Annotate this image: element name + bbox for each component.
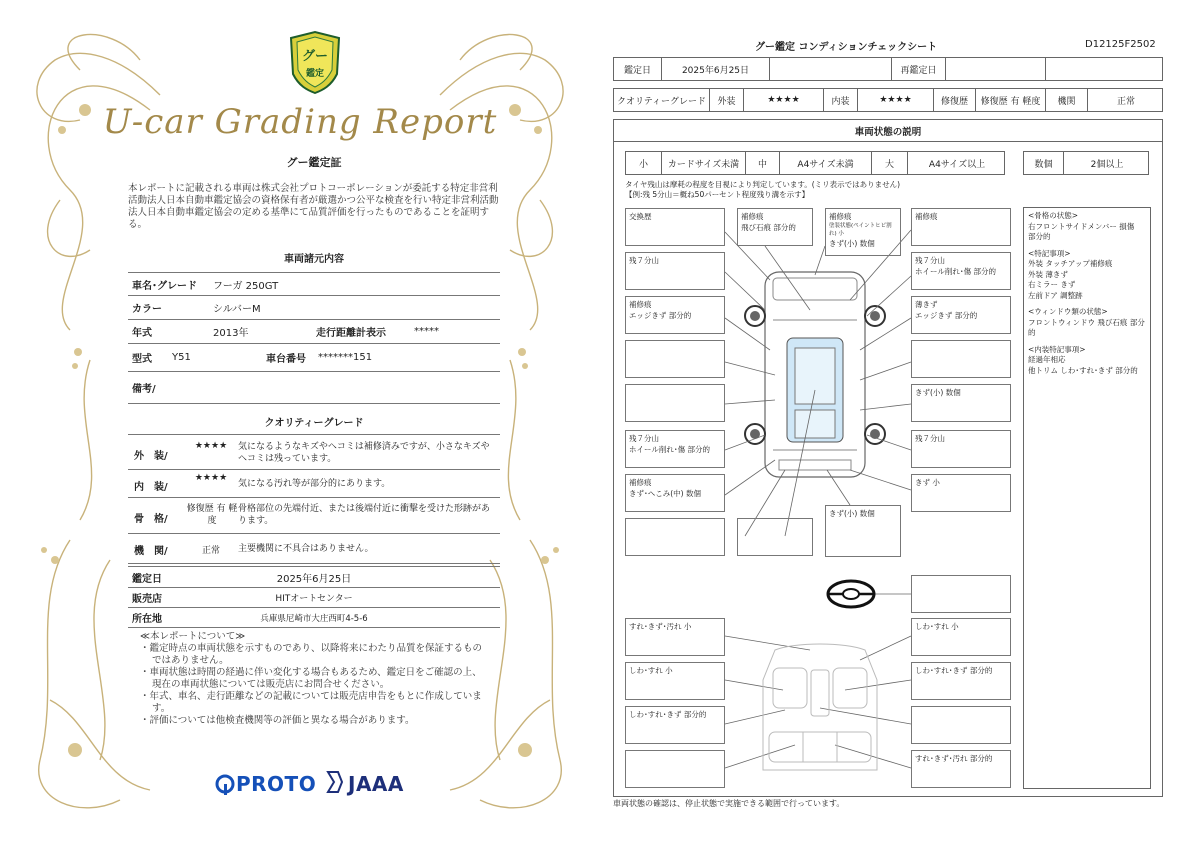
damage-box: 残７分山 ホイール削れ･傷 部分的 <box>911 252 1011 290</box>
side-notes-box <box>1023 207 1151 789</box>
exterior-label: 外 装/ <box>134 451 168 462</box>
engine-label: 機関 <box>1046 89 1088 111</box>
size-large-desc: A4サイズ以上 <box>928 159 986 170</box>
date-value: 2025年6月25日 <box>662 58 770 80</box>
interior-box: しわ･すれ 小 <box>625 662 725 700</box>
count-label: 数個 <box>1024 152 1064 174</box>
year-label: 年式 <box>132 328 152 339</box>
exterior-value: ★★★★ <box>744 89 824 111</box>
count-desc: 2個以上 <box>1090 159 1124 170</box>
interior-box: しわ･すれ･きず 部分的 <box>625 706 725 744</box>
spec-row-color <box>128 296 500 320</box>
svg-text:グー: グー <box>301 49 329 64</box>
note-item: ・鑑定時点の車両状態を示すものであり、以降将来にわたり品質を保証するものではありません。 <box>140 643 483 666</box>
address-label: 所在地 <box>132 614 162 625</box>
chassis-label: 車台番号 <box>266 354 306 365</box>
certificate-statement: 本レポートに記載される車両は株式会社プロトコーポレーションが委託する特定非営利活動法人日本自動車鑑定協会の資格保有者が厳選かつ公平な検査を行い特定非営利活動法人日本自動車鑑定協会の定める基準にて品質評価を行ったものであることを証明する。 <box>128 183 499 230</box>
date-row <box>613 57 1163 81</box>
date-empty <box>770 58 892 80</box>
dealer-label: 販売店 <box>132 594 162 605</box>
model-label: 型式 <box>132 354 152 365</box>
damage-box: きず(小) 数個 <box>911 384 1011 422</box>
box-paint-note: 塗装状態(ペイントヒビ割れ) 小 <box>829 223 892 237</box>
interior-box: すれ･きず･汚れ 小 <box>625 618 725 656</box>
engine-desc: 主要機関に不具合はありません。 <box>238 544 374 554</box>
spec-row-model <box>128 344 500 372</box>
exterior-label: 外装 <box>710 89 744 111</box>
damage-box: 残７分山 ホイール削れ･傷 部分的 <box>625 430 725 468</box>
interior-box: しわ･すれ 小 <box>911 618 1011 656</box>
spec-row-name <box>128 272 500 296</box>
note-item: ・年式、車名、走行距離などの記載については販売店申告をもとに作成しています。 <box>140 691 482 714</box>
redate-value <box>946 58 1046 80</box>
damage-box: 交換歴 <box>625 208 725 246</box>
damage-box: 補修痕 <box>911 208 1011 246</box>
side-note: 右フロントサイドメンバー 損傷 <box>1028 221 1135 231</box>
repair-label: 修復歴 <box>934 89 976 111</box>
mileage-value: ***** <box>414 326 439 337</box>
proto-logo-icon <box>215 774 235 796</box>
quality-row-interior <box>128 470 500 498</box>
damage-box <box>825 208 901 256</box>
damage-box: 補修痕 飛び石痕 部分的 <box>737 208 813 246</box>
mileage-label: 走行距離計表示 <box>316 328 386 339</box>
damage-box: きず 小 <box>911 474 1011 512</box>
name-label: 車名･グレード <box>132 280 197 292</box>
report-notes <box>140 631 490 727</box>
damage-box: 補修痕 エッジきず 部分的 <box>625 296 725 334</box>
size-legend <box>625 151 1005 175</box>
sheet-title: グー鑑定 コンディションチェックシート <box>755 42 938 53</box>
document-id: D12125F2502 <box>1085 39 1156 50</box>
side-note: 他トリム しわ･すれ･きず 部分的 <box>1028 365 1138 375</box>
side-note: <ウィンドウ類の状態> <box>1028 307 1108 316</box>
engine-grade: 正常 <box>201 546 220 556</box>
interior-box: すれ･きず･汚れ 部分的 <box>911 750 1011 788</box>
notes-heading: ≪本レポートについて≫ <box>140 631 246 642</box>
side-note: 左前ドア 調整跡 <box>1028 290 1083 300</box>
interior-box <box>911 706 1011 744</box>
box-scratch-note: きず(小) 数個 <box>829 239 875 248</box>
condition-check-sheet <box>605 0 1200 848</box>
size-large: 大 <box>872 152 908 174</box>
chassis-value: *******151 <box>318 352 373 363</box>
size-small-desc: カードサイズ未満 <box>662 152 746 174</box>
side-note: 部分的 <box>1028 232 1051 241</box>
side-note: <内装特記事項> <box>1028 344 1086 354</box>
date-label: 鑑定日 <box>614 58 662 80</box>
jaaa-logo: JAAA <box>348 772 404 796</box>
spec-row-remarks <box>128 372 500 404</box>
svg-text:鑑定: 鑑定 <box>305 69 325 79</box>
spec-row-year <box>128 320 500 344</box>
interior-value: ★★★★ <box>858 89 934 111</box>
damage-box <box>911 340 1011 378</box>
count-legend <box>1023 151 1149 175</box>
address-value: 兵庫県尼崎市大庄西町4-5-6 <box>260 613 368 624</box>
side-note: <骨格の状態> <box>1028 211 1079 220</box>
note-item: ・車両状態は時間の経過に伴い変化する場合もあるため、鑑定日をご確認の上、現在の車両状態については販売店にお問合せください。 <box>140 667 482 690</box>
year-value: 2013年 <box>213 328 249 339</box>
color-value: シルバーM <box>213 304 261 315</box>
quality-row-frame <box>128 498 500 534</box>
exterior-desc: 気になるようなキズやヘコミは補修済みですが、小さなキズやヘコミは残っています。 <box>238 442 490 464</box>
side-note: 外装 薄きず <box>1028 269 1068 279</box>
tire-note-2: 【例:残 5分山＝概ね50パーセント程度残り溝を示す】 <box>625 190 810 199</box>
side-note: フロントウィンドウ 飛び石痕 部分的 <box>1028 317 1145 337</box>
redate-label: 再鑑定日 <box>892 58 946 80</box>
side-note: 外装 タッチアップ補修痕 <box>1028 259 1113 268</box>
engine-label: 機 関/ <box>134 546 168 557</box>
info-row-dealer <box>128 588 500 608</box>
side-note: 経過年相応 <box>1028 355 1066 364</box>
damage-box <box>625 384 725 422</box>
sheet-footer: 車両状態の確認は、停止状態で実施できる範囲で行っています。 <box>613 799 845 808</box>
interior-grade: ★★★★ <box>194 473 228 483</box>
dealer-value: HITオートセンター <box>275 594 353 604</box>
interior-label: 内装 <box>824 89 858 111</box>
tire-note <box>625 180 1025 200</box>
exterior-grade: ★★★★ <box>194 441 228 451</box>
info-row-address <box>128 608 500 628</box>
damage-box <box>737 518 813 556</box>
info-row-date <box>128 566 500 588</box>
box-heading: 補修痕 <box>829 212 852 221</box>
remarks-label: 備考/ <box>132 384 156 395</box>
note-item: ・評価については他検査機関等の評価と異なる場合があります。 <box>140 715 415 726</box>
jaaa-logo-icon <box>326 770 344 794</box>
report-title: U-car Grading Report <box>102 102 498 142</box>
date-value: 2025年6月25日 <box>276 573 352 585</box>
steering-wheel-icon <box>825 578 877 610</box>
size-small: 小 <box>626 152 662 174</box>
quality-row-exterior <box>128 434 500 470</box>
damage-box: 補修痕 きず･へこみ(中) 数個 <box>625 474 725 512</box>
proto-logo: PROTO <box>236 772 317 796</box>
damage-box: 薄きず エッジきず 部分的 <box>911 296 1011 334</box>
specs-heading: 車両諸元内容 <box>284 254 344 265</box>
condition-heading: 車両状態の説明 <box>614 120 1162 142</box>
damage-box: きず(小) 数個 <box>825 505 901 557</box>
goo-kantei-badge-icon <box>287 30 343 94</box>
damage-box <box>625 340 725 378</box>
name-value: フーガ 250GT <box>213 280 279 292</box>
damage-box: 残７分山 <box>625 252 725 290</box>
interior-desc: 気になる汚れ等が部分的にあります。 <box>238 479 391 489</box>
size-mid: 中 <box>746 152 780 174</box>
side-note: 右ミラー きず <box>1028 280 1076 289</box>
quality-row <box>613 88 1163 112</box>
color-label: カラー <box>132 304 162 315</box>
frame-grade: 修復歴 有 軽度 <box>186 504 238 526</box>
redate-empty <box>1046 58 1164 80</box>
size-mid-desc: A4サイズ未満 <box>780 152 872 174</box>
side-note: <特記事項> <box>1028 248 1071 258</box>
car-top-diagram <box>725 260 905 490</box>
side-notes <box>1028 211 1150 376</box>
certificate-heading: グー鑑定証 <box>286 156 342 169</box>
quality-row-engine <box>128 534 500 564</box>
damage-box: 残７分山 <box>911 430 1011 468</box>
interior-label: 内 装/ <box>134 482 168 493</box>
tire-note-1: タイヤ残山は摩耗の程度を目視により判定しています。(ミリ表示ではありません) <box>625 180 901 189</box>
date-label: 鑑定日 <box>132 573 162 585</box>
interior-box: しわ･すれ･きず 部分的 <box>911 662 1011 700</box>
car-interior-diagram <box>755 640 885 780</box>
frame-desc: 骨格部位の先端付近、または後端付近に衝撃を受けた形跡があります。 <box>238 504 491 526</box>
engine-value: 正常 <box>1116 96 1135 107</box>
repair-value: 修復歴 有 軽度 <box>976 89 1046 111</box>
damage-box <box>625 518 725 556</box>
damage-box <box>911 575 1011 613</box>
model-value: Y51 <box>172 352 191 363</box>
quality-heading: クオリティーグレード <box>264 418 364 429</box>
quality-label: クオリティーグレード <box>614 89 710 111</box>
interior-box <box>625 750 725 788</box>
frame-label: 骨 格/ <box>134 514 168 525</box>
